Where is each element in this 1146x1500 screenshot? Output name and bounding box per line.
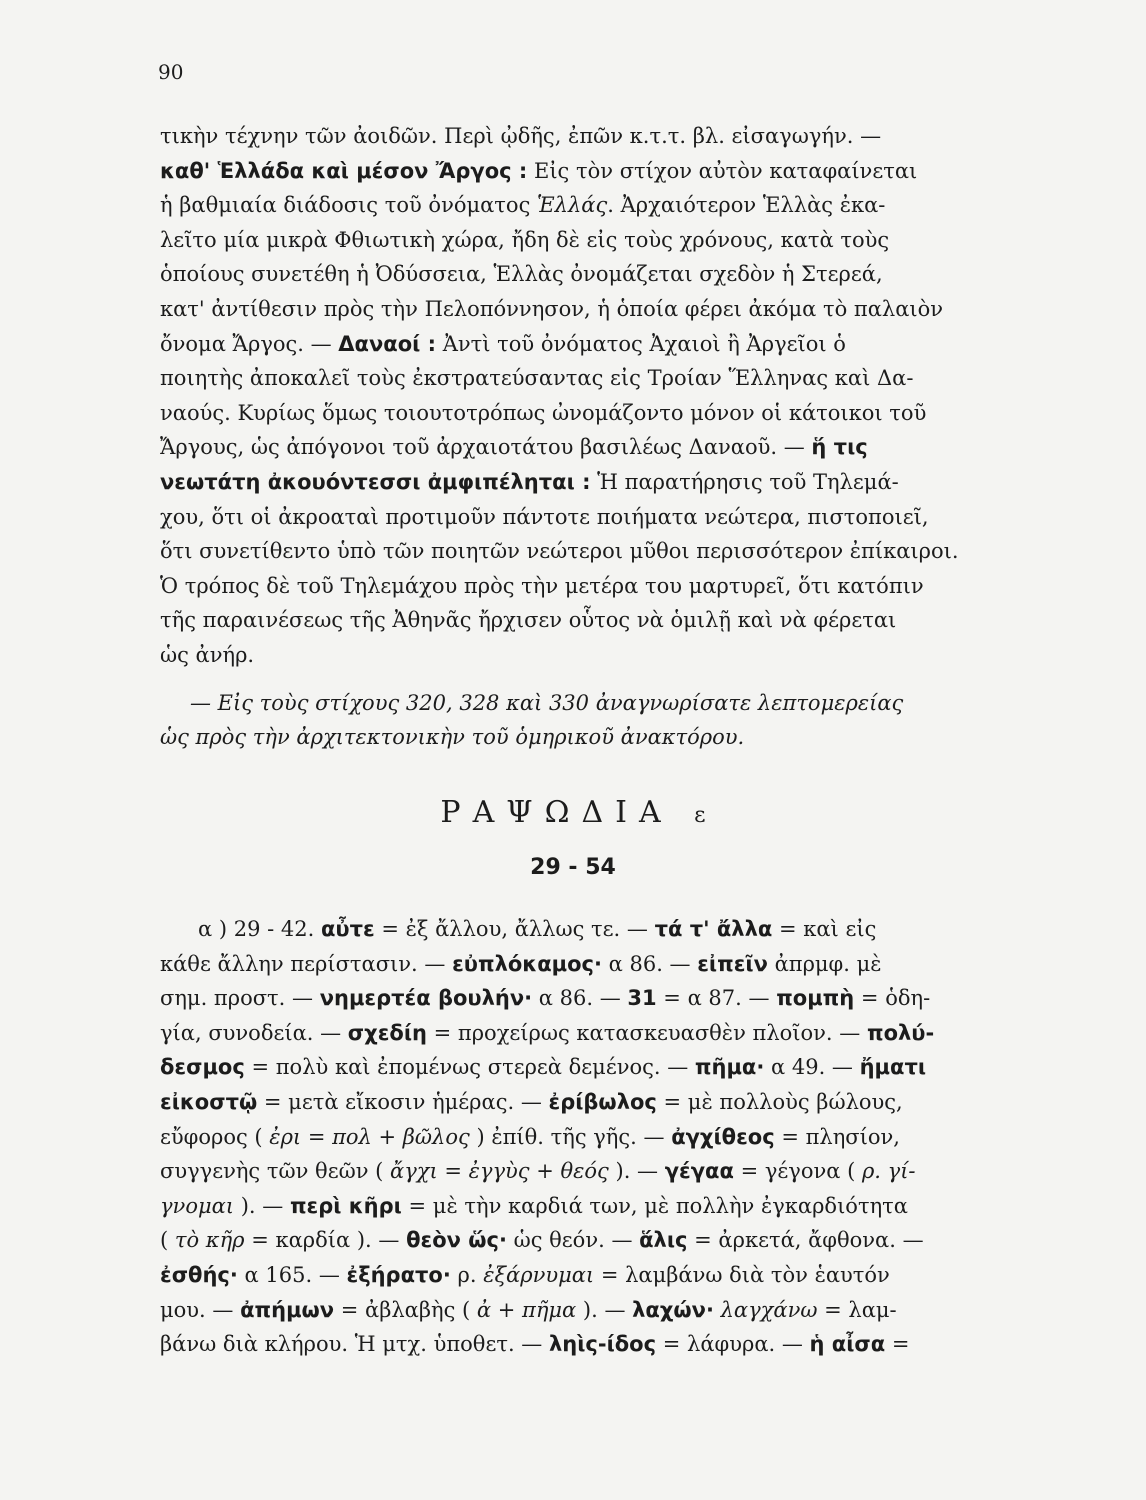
text-line	[160, 981, 998, 1016]
lemma: θεὸν ὥς·	[406, 1228, 507, 1253]
text-line	[160, 1293, 998, 1328]
text-run: . Ἀρχαιότερον Ἑλλὰς ἐκα-	[607, 193, 886, 218]
text-run: = καὶ εἰς	[772, 917, 877, 941]
lemma: τά τ' ἄλλα	[654, 917, 773, 941]
lemma: ἡ αἶσα	[809, 1332, 886, 1357]
lemma: σχεδίη	[347, 1020, 427, 1045]
lemma: εἰκοστῷ	[160, 1089, 258, 1114]
italic-term: γνομαι	[160, 1193, 235, 1218]
text-run: = προχείρως κατασκευασθὲν πλοῖον. —	[426, 1020, 867, 1045]
text-run: = μὲ πολλοὺς βώλους,	[656, 1089, 903, 1114]
text-run: = καρδία ). —	[244, 1228, 407, 1253]
text-run: σημ. προστ. —	[160, 986, 320, 1011]
text-run: ). —	[608, 1159, 665, 1184]
text-run	[714, 1298, 721, 1322]
text-run: βάνω διὰ κλήρου. Ἡ μτχ. ὑποθετ. —	[160, 1332, 549, 1357]
text-line	[160, 430, 998, 465]
text-line: Ὁ τρόπος δὲ τοῦ Τηλεμάχου πρὸς τὴν μετέρα του μαρτυρεῖ, ὅτι κατόπιν	[160, 573, 924, 598]
text-line: ὅτι συνετίθεντο ὑπὸ τῶν ποιητῶν νεώτεροι μῦθοι περισσότερον ἐπίκαιροι.	[160, 539, 959, 564]
text-run: γία, συνοδεία. —	[160, 1020, 348, 1045]
text-line	[160, 912, 998, 947]
text-line: χου, ὅτι οἱ ἀκροαταὶ προτιμοῦν πάντοτε ποιήματα νεώτερα, πιστοποιεῖ,	[160, 504, 929, 529]
text-run: =	[885, 1332, 910, 1357]
italic-term: λαγχάνω	[720, 1297, 818, 1322]
text-run: ). —	[576, 1297, 633, 1322]
text-run: = μὲ τὴν καρδιά των, μὲ πολλὴν ἐγκαρδιότητα	[401, 1193, 908, 1218]
text-line	[160, 1016, 998, 1051]
text-line: ὁποίους συνετέθη ἡ Ὀδύσσεια, Ἑλλὰς ὀνομάζεται σχεδὸν ἡ Στερεά,	[160, 262, 883, 287]
exercise-note	[160, 686, 990, 754]
lemma: καθ' Ἑλλάδα καὶ μέσον Ἄργος :	[160, 158, 528, 183]
lemma: ἅλις	[639, 1228, 688, 1253]
italic-term: τὸ κῆρ	[174, 1228, 245, 1253]
text-line	[160, 188, 998, 223]
text-line	[160, 1327, 998, 1362]
text-line: ὡς ἀνήρ.	[160, 642, 255, 667]
lemma: πῆμα·	[694, 1055, 765, 1080]
lemma: περὶ κῆρι	[289, 1193, 402, 1218]
text-run: α 165. —	[237, 1262, 347, 1287]
text-line	[160, 1085, 998, 1120]
lemma: εὐπλόκαμος·	[452, 951, 602, 976]
commentary-bottom	[160, 912, 998, 1362]
text-run: = ἐξ ἄλλου, ἄλλως τε. —	[374, 917, 655, 941]
lemma: εἰπεῖν	[697, 951, 768, 976]
text-line	[160, 1223, 998, 1258]
text-run: = μετὰ εἴκοσιν ἡμέρας. —	[257, 1089, 549, 1114]
italic-term: ἐξάρνυμαι	[483, 1262, 595, 1287]
lemma: ἀπήμων	[240, 1297, 335, 1322]
text-run: (	[160, 1228, 175, 1253]
text-run: = ὁδη-	[854, 986, 931, 1011]
exercise-line: — Εἰς τοὺς στίχους 320, 328 καὶ 330 ἀναγνωρίσατε λεπτομερείας	[190, 691, 904, 715]
lemma: ἐρίβωλος	[548, 1089, 657, 1114]
text-run: α 49. —	[764, 1055, 860, 1080]
text-run: = α 87. —	[656, 986, 777, 1011]
italic-term: ρ. γί-	[861, 1159, 916, 1184]
text-run: α ) 29 - 42.	[198, 917, 321, 941]
lemma: γέγαα	[664, 1159, 734, 1184]
text-run: = ἀρκετά, ἄφθονα. —	[687, 1228, 924, 1253]
lemma: πολύ-	[866, 1020, 935, 1045]
exercise-line: ὡς πρὸς τὴν ἀρχιτεκτονικὴν τοῦ ὁμηρικοῦ ἀνακτόρου.	[160, 725, 745, 749]
text-run: μου. —	[160, 1297, 241, 1322]
text-line: ναούς. Κυρίως ὅμως τοιουτοτρόπως ὠνομάζοντο μόνον οἱ κάτοικοι τοῦ	[160, 400, 927, 425]
text-run: = λαμ-	[817, 1297, 897, 1322]
text-run: Ἄργους, ὡς ἀπόγονοι τοῦ ἀρχαιοτάτου βασιλέως Δαναοῦ. —	[160, 435, 812, 460]
section-letter: ε	[694, 803, 706, 828]
text-run: = πλησίον,	[774, 1124, 900, 1149]
text-line	[160, 154, 998, 189]
text-run: Ἀντὶ τοῦ ὀνόματος Ἀχαιοὶ ἢ Ἀργεῖοι ὁ	[436, 331, 846, 356]
lemma: ἐξήρατο·	[346, 1262, 451, 1287]
lemma: 31	[627, 986, 657, 1011]
text-run: ). —	[234, 1193, 290, 1218]
text-line	[160, 465, 998, 500]
text-run: ἀπρμφ. μὲ	[767, 951, 882, 976]
page-number: 90	[158, 60, 184, 84]
text-line	[160, 1120, 998, 1155]
text-run: = ἀβλαβὴς (	[334, 1297, 477, 1322]
text-run: α 86. —	[532, 986, 628, 1011]
text-line: τῆς παραινέσεως τῆς Ἀθηνᾶς ἤρχισεν οὗτος νὰ ὁμιλῇ καὶ νὰ φέρεται	[160, 608, 897, 633]
text-run: = πολὺ καὶ ἐπομένως στερεὰ δεμένος. —	[244, 1055, 695, 1080]
commentary-top	[160, 119, 998, 673]
section-title-text: ΡΑΨΩΔΙΑ	[440, 795, 673, 830]
lemma: ἥ τις	[811, 435, 868, 460]
italic-term: ἄγχι = ἐγγὺς + θεός	[390, 1159, 609, 1184]
text-line	[160, 1154, 998, 1189]
lemma: ληὶς-ίδος	[548, 1332, 657, 1357]
text-run: α 86. —	[601, 951, 698, 976]
lemma: λαχών·	[632, 1297, 714, 1322]
text-run: ρ.	[450, 1262, 484, 1287]
text-run: ὡς θεόν. —	[506, 1228, 640, 1253]
text-run: εὔφορος (	[160, 1124, 270, 1149]
text-line: ποιητὴς ἀποκαλεῖ τοὺς ἐκστρατεύσαντας εἰς Τροίαν Ἕλληνας καὶ Δα-	[160, 366, 914, 391]
text-run: = λάφυρα. —	[656, 1332, 810, 1357]
text-run: ἡ βαθμιαία διάδοσις τοῦ ὀνόματος	[160, 193, 538, 218]
lemma: δεσμος	[160, 1055, 245, 1080]
lemma: Δαναοί :	[338, 331, 437, 356]
text-line: κατ' ἀντίθεσιν πρὸς τὴν Πελοπόννησον, ἡ ὁποία φέρει ἀκόμα τὸ παλαιὸν	[160, 296, 944, 321]
text-line	[160, 1050, 998, 1085]
italic-term: ἀ + πῆμα	[476, 1297, 577, 1322]
lemma: νεωτάτη ἀκουόντεσσι ἀμφιπέληται :	[160, 469, 591, 494]
lemma: πομπὴ	[776, 986, 855, 1011]
text-line	[160, 947, 998, 982]
italic-term: Ἑλλάς	[537, 193, 608, 218]
verse-range: 29 - 54	[530, 855, 616, 880]
text-run: Ἡ παρατήρησις τοῦ Τηλεμά-	[590, 469, 899, 494]
text-line: τικὴν τέχνην τῶν ἀοιδῶν. Περὶ ᾠδῆς, ἐπῶν κ.τ.τ. βλ. εἰσαγωγήν. —	[160, 124, 882, 148]
italic-term: ἐρι = πολ + βῶλος	[269, 1124, 470, 1149]
lemma: ἐσθής·	[160, 1262, 238, 1287]
lemma: ἤματι	[859, 1055, 927, 1080]
text-line	[160, 1258, 998, 1293]
lemma: ἀγχίθεος	[671, 1124, 775, 1149]
text-run: ) ἐπίθ. τῆς γῆς. —	[469, 1124, 672, 1149]
section-title	[0, 795, 1146, 830]
text-run: συγγενὴς τῶν θεῶν (	[160, 1159, 391, 1184]
lemma: νημερτέα βουλήν·	[319, 986, 533, 1011]
text-line	[160, 327, 998, 362]
text-run: = γέγονα (	[733, 1159, 862, 1184]
text-run: κάθε ἄλλην περίστασιν. —	[160, 951, 453, 976]
text-run: Εἰς τὸν στίχον αὐτὸν καταφαίνεται	[527, 158, 918, 183]
text-line: λεῖτο μία μικρὰ Φθιωτικὴ χώρα, ἤδη δὲ εἰς τοὺς χρόνους, κατὰ τοὺς	[160, 227, 890, 252]
text-line	[160, 1189, 998, 1224]
text-run: = λαμβάνω διὰ τὸν ἑαυτόν	[594, 1262, 890, 1287]
lemma: αὖτε	[320, 917, 375, 941]
text-run: ὄνομα Ἄργος. —	[160, 331, 339, 356]
